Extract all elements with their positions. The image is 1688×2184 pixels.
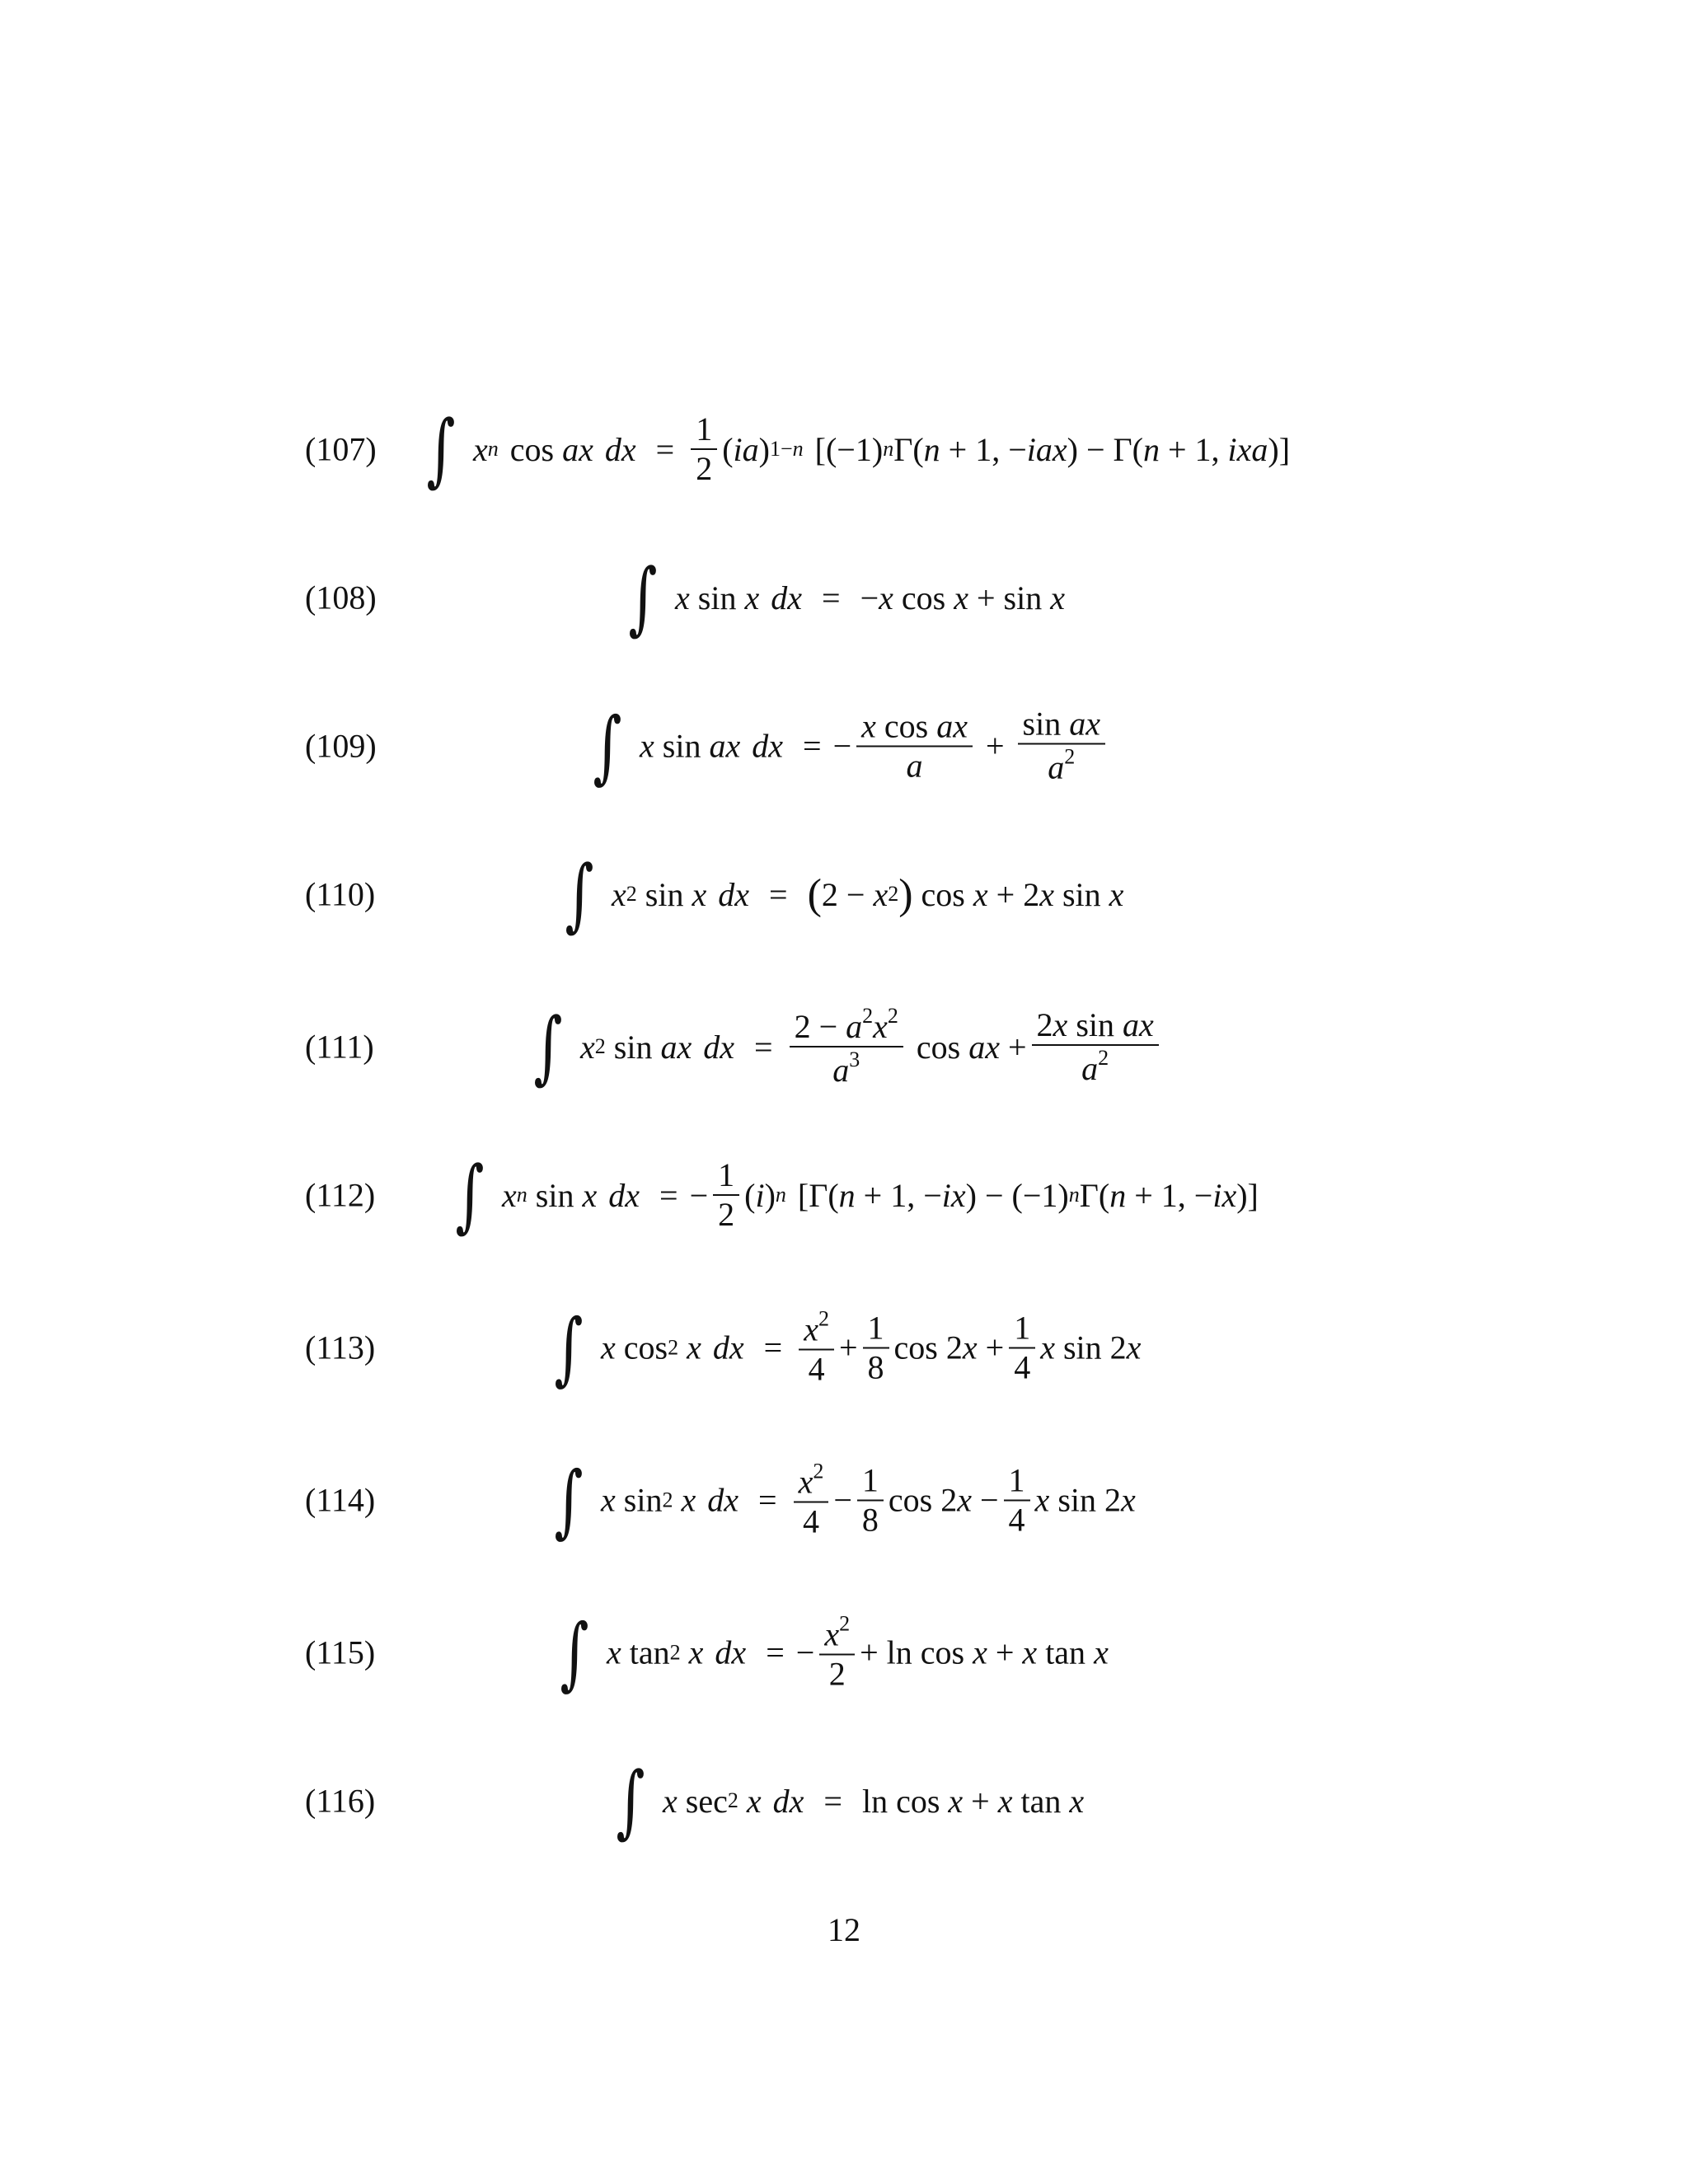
equation-number: (114) [305,1481,376,1519]
equation-108: ∫ x sin x dx = − x cos x + sin x [628,551,1065,644]
equation-row [0,820,1688,968]
equation-number: (111) [305,1028,374,1066]
equation-row [0,523,1688,672]
integral-sign: ∫ [554,1301,584,1394]
equation-113: ∫ x cos 2 x dx = $\frac{x^2}{4}$ + $\frac{1}{8}$ cos 2 x + $\frac{1}{4}$ x sin 2 x [554,1301,1142,1394]
equation-number: (108) [305,579,377,616]
integral-sign: ∫ [455,1149,485,1241]
equation-row [0,1578,1688,1727]
integral-sign: ∫ [560,1606,589,1699]
equation-114: ∫ x sin 2 x dx = $\frac{x^2}{4}$ − $\frac{1}{8}$ cos 2 x − $\frac{1}{4}$ x sin 2 x [554,1454,1136,1546]
integral-sign: ∫ [628,551,658,644]
equation-number: (107) [305,430,377,468]
equation-112: ∫ x n sin x dx = − $\frac{1}{2}$ ( i ) n [Γ( n + 1, − ix ) − (−1) n Γ( n + 1, − ix )] [455,1149,1259,1241]
integral-sign: ∫ [593,700,622,792]
equation-number: (116) [305,1782,376,1820]
equation-number: (115) [305,1633,376,1671]
integral-sign: ∫ [616,1755,645,1847]
equation-109: ∫ x sin ax dx = − $\frac{\text{x cos ax}}{a}$ + $\frac{\text{sin ax}}{a^2}$ [587,705,1110,787]
equation-row [0,1273,1688,1422]
integral-sign: ∫ [565,848,594,940]
equation-row [0,375,1688,523]
equation-number: (109) [305,727,377,765]
equation-116: ∫ x sec 2 x dx = ln cos x + x tan x [616,1755,1085,1847]
equation-107: ∫ x n cos ax dx = $\frac{1}{2}$ ( ia ) 1−n [(−1) n Γ( n + 1, − iax ) − Γ( n + 1, ixa )] [426,403,1291,495]
equation-115: ∫ x tan 2 x dx = − $\frac{x^2}{2}$ + ln cos x + x tan x [560,1606,1109,1699]
integral-sign: ∫ [533,1001,563,1093]
equation-110: ∫ x 2 sin x dx = ( 2 − x 2 ) cos x + 2 x sin x [565,848,1124,940]
equation-row [0,672,1688,820]
equation-row [0,1426,1688,1574]
equation-row [0,1727,1688,1875]
equation-number: (112) [305,1176,376,1214]
equation-111: ∫ x 2 sin ax dx = $\frac{2 - a^2x^2}{a^3}$ cos ax + $\frac{\text{2x sin ax}}{a^2}$ [528,1004,1164,1090]
equation-row [0,1121,1688,1269]
equation-number: (113) [305,1329,376,1366]
equation-number: (110) [305,875,376,913]
integral-sign: ∫ [426,403,456,495]
page-number: 12 [828,1911,860,1948]
integral-sign: ∫ [554,1454,584,1546]
equation-row [0,972,1688,1121]
